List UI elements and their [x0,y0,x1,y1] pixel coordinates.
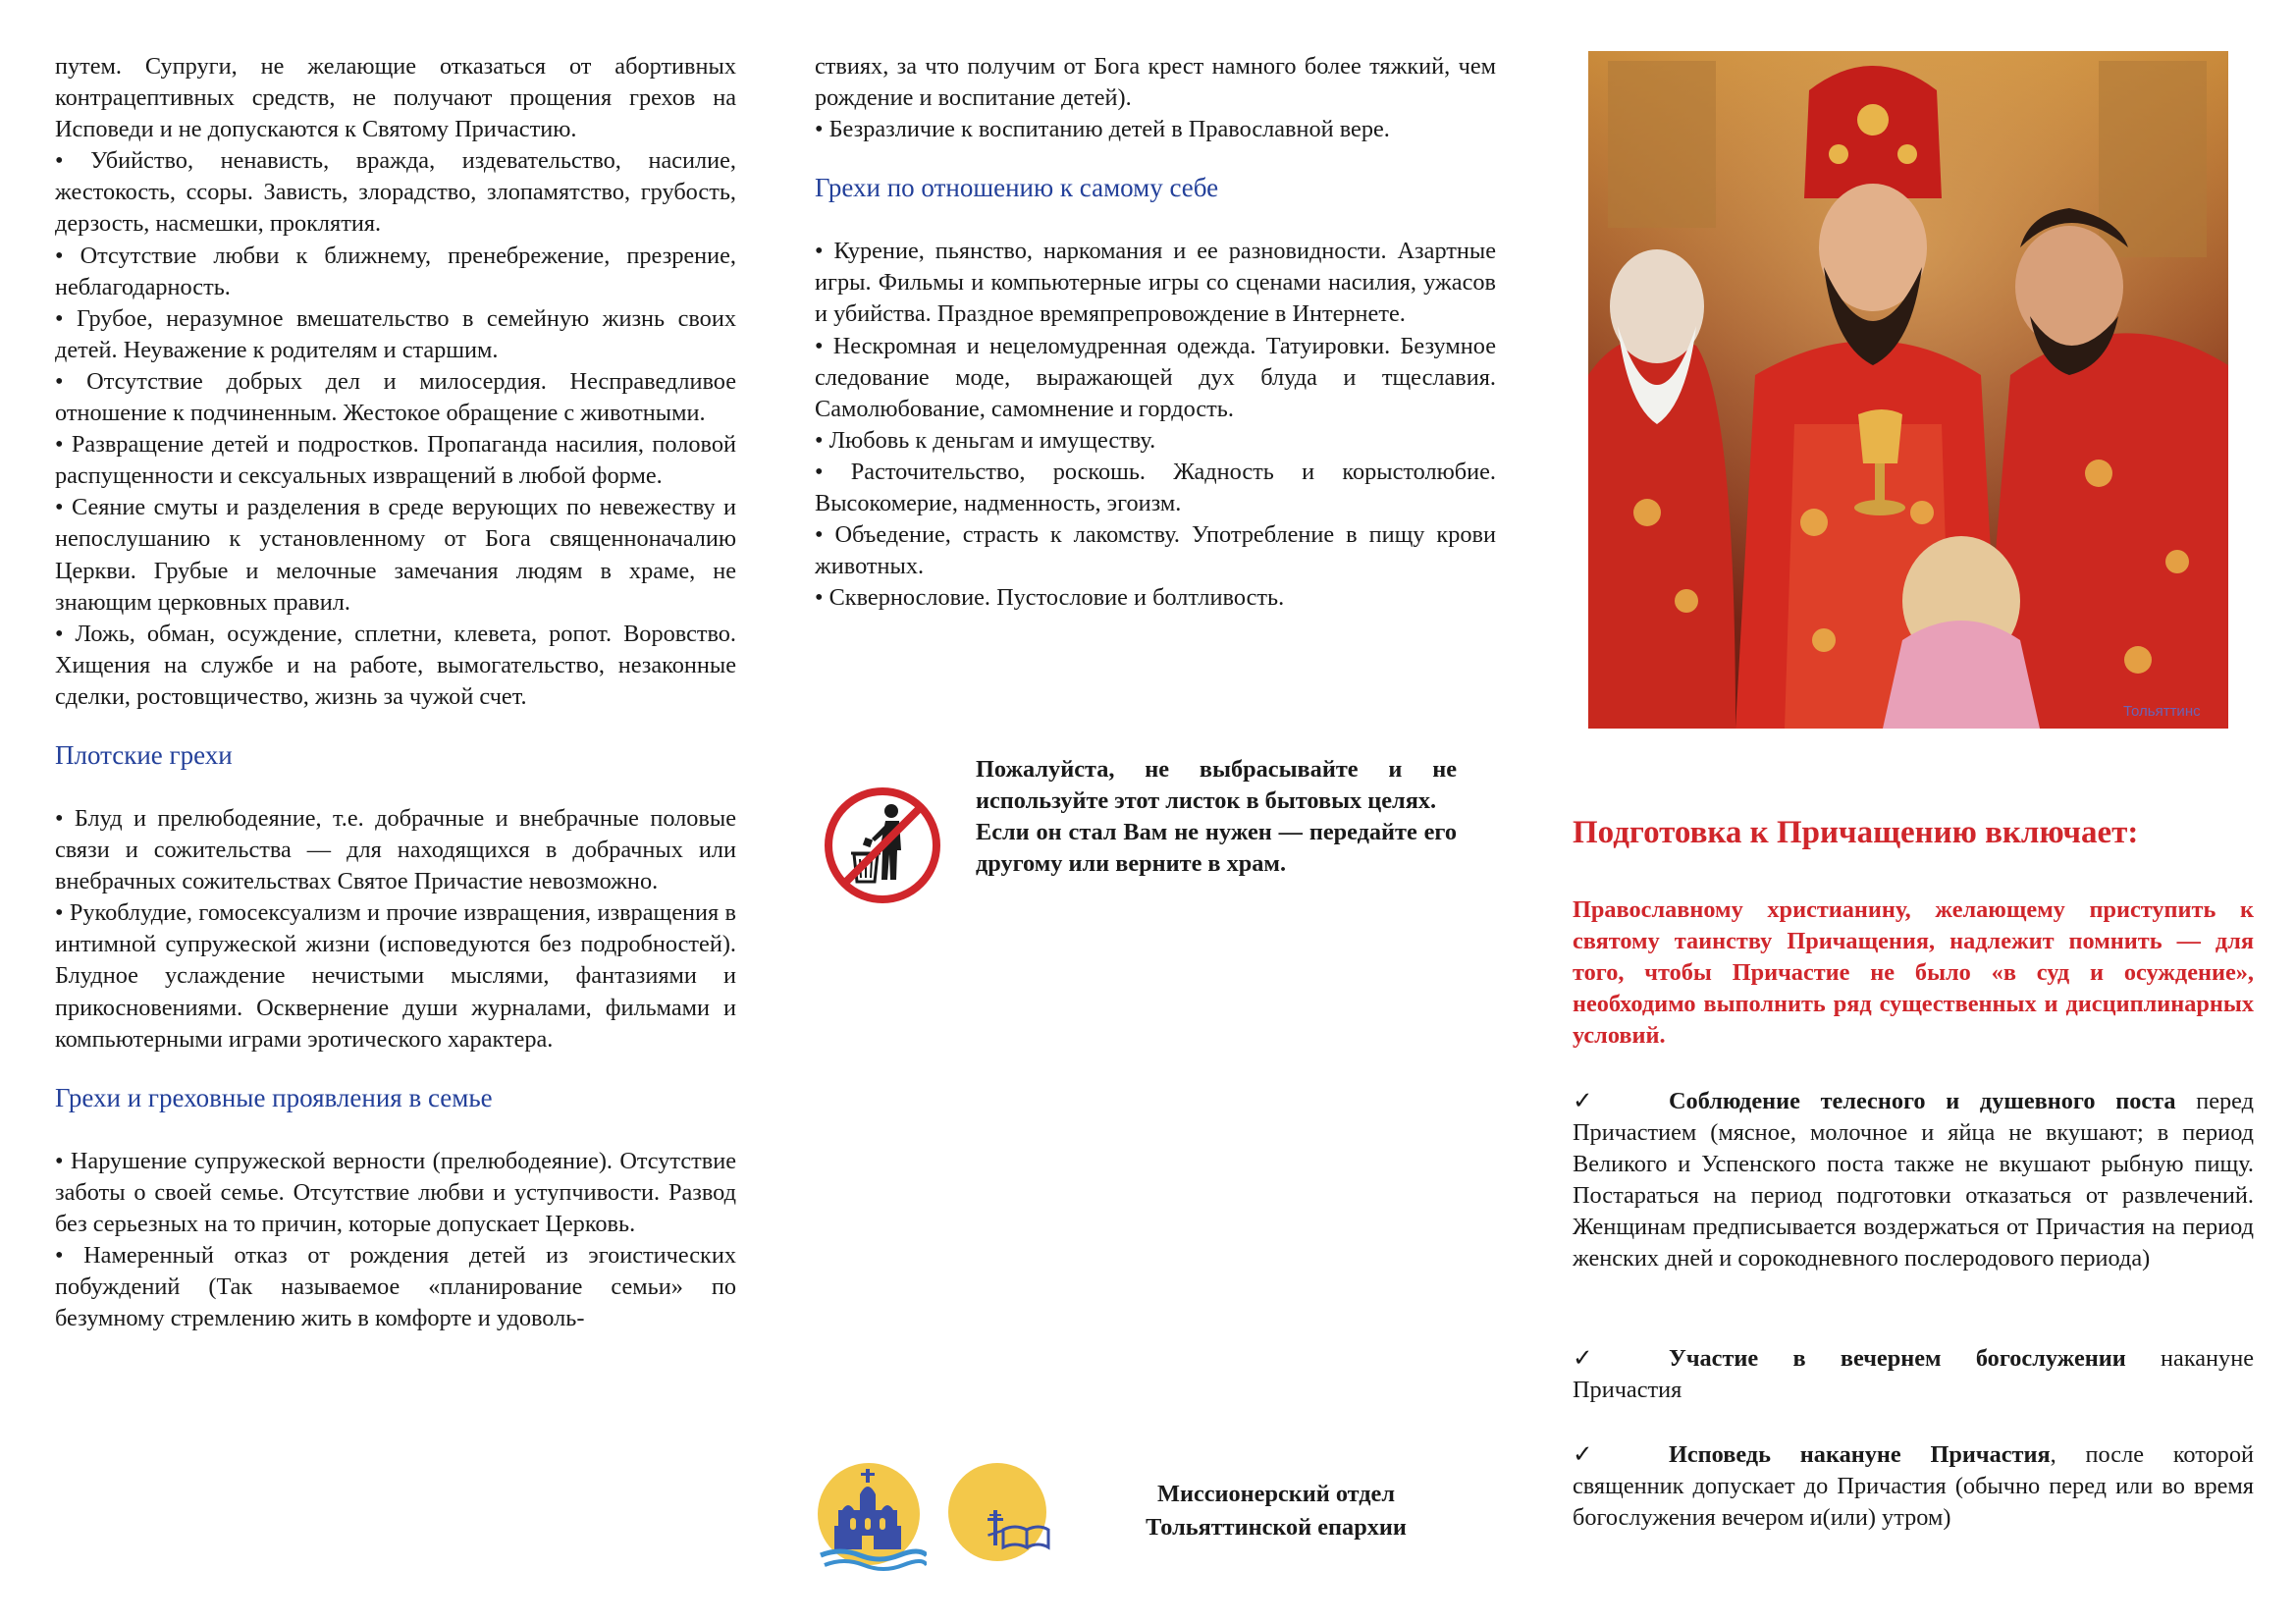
list-item: • Развращение детей и подростков. Пропаганда насилия, половой распущенности и сексуальных извращений в любой форме. [55,431,736,490]
preparation-heading: Подготовка к Причащению включает: [1573,815,2139,850]
list-item: • Отсутствие любви к ближнему, пренебрежение, презрение, неблагодарность. [55,242,736,300]
list-item: • Объедение, страсть к лакомству. Употребление в пищу крови животных. [815,521,1496,580]
list-item: • Безразличие к воспитанию детей в Православной вере. [815,116,1390,143]
check-icon: ✓ [1573,1088,1593,1114]
condition-item [1573,1086,2254,1275]
list-item: • Нескромная и нецеломудренная одежда. Татуировки. Безумное следование моде, выражающей дух блуда и тщеславия. Самолюбование, самомнение и гордость. [815,332,1496,422]
list-item: • Блуд и прелюбодеяние, т.е. добрачные и внебрачные половые связи и сожительства — для находящихся в добрачных или внебрачных сожительствах Святое Причастие невозможно. [55,804,736,895]
column-middle [815,51,1496,614]
communion-photo [1588,51,2228,729]
list-item: • Сеяние смуты и разделения в среде верующих по невежеству и непослушанию к установленному от Бога священноначалию Церкви. Грубые и мелочные замечания людям в храме, не знающим церковных правил. [55,494,736,616]
notice-line-2: Если он стал Вам не нужен — передайте его другому или верните в храм. [976,819,1457,877]
orthodox-cross-book-logo [946,1461,1054,1569]
condition-text: накануне Причастия [1573,1345,2254,1404]
condition-title: Исповедь накануне Причастия [1669,1441,2051,1468]
cathedral-logo [811,1461,927,1577]
column-left [55,51,736,1334]
notice-line-1: Пожалуйста, не выбрасывайте и не используйте этот листок в бытовых целях. [976,756,1457,814]
condition-title: Соблюдение телесного и душевного поста [1669,1088,2176,1114]
photo-watermark: Тольяттинс [2123,703,2201,720]
condition-text: , после которой священник допускает до Причастия (обычно перед или во время богослужения вечером и(или) утром) [1573,1441,2254,1532]
list-item: • Расточительство, роскошь. Жадность и корыстолюбие. Высокомерие, надменность, эгоизм. [815,458,1496,517]
list-item: • Ложь, обман, осуждение, сплетни, клевета, ропот. Воровство. Хищения на службе и на работе, вымогательство, незаконные сделки, ростовщичество, жизнь за чужой счет. [55,620,736,710]
condition-item [1573,1343,2254,1406]
condition-item [1573,1439,2254,1534]
list-item: • Курение, пьянство, наркомания и ее разновидности. Азартные игры. Фильмы и компьютерные игры со сценами насилия, ужасов и убийства. Праздное времяпрепровождение в Интернете. [815,238,1496,328]
list-item: • Любовь к деньгам и имуществу. [815,426,1156,454]
no-littering-icon [823,785,942,905]
list-item: • Грубое, неразумное вмешательство в семейную жизнь своих детей. Неуважение к родителям и старшим. [55,304,736,363]
paragraph: ствиях, за что получим от Бога крест намного более тяжкий, чем рождение и воспитание детей). [815,53,1496,112]
list-item: • Сквернословие. Пустословие и болтливость. [815,584,1285,612]
condition-title: Участие в вечернем богослужении [1669,1345,2126,1372]
footer-organization [1080,1478,1472,1544]
list-item: • Намеренный отказ от рождения детей из эгоистических побуждений (Так называемое «планирование семьи» по безумному стремлению жить в комфорте и удоволь- [55,1242,736,1332]
list-item: • Убийство, ненависть, вражда, издевательство, насилие, жестокость, ссоры. Зависть, злорадство, злопамятство, грубость, дерзость, насмешки, проклятия. [55,147,736,238]
paragraph: путем. Супруги, не желающие отказаться от абортивных контрацептивных средств, не получают прощения грехов на Исповеди и не допускаются к Святому Причастию. [55,53,736,143]
condition-text: перед Причастием (мясное, молочное и яйца не вкушают; в период Великого и Успенского поста также не вкушают рыбную пищу. Постараться на период подготовки отказаться от развлечений. Женщинам предписывается воздержаться от Причастия на период женских дней и сорокодневного послеродового периода) [1573,1088,2254,1272]
notice-text [976,754,1457,880]
section-heading-self-sins: Грехи по отношению к самому себе [815,173,1219,203]
list-item: • Нарушение супружеской верности (прелюбодеяние). Отсутствие заботы о своей семье. Отсутствие любви и уступчивости. Развод без серьезных на то причин, которые допускает Церковь. [55,1147,736,1237]
footer-line-2: Тольяттинской епархии [1146,1514,1407,1541]
check-icon: ✓ [1573,1345,1593,1372]
list-item: • Рукоблудие, гомосексуализм и прочие извращения, извращения в интимной супружеской жизни (исповедуются без подробностей). Блудное услаждение нечистыми мыслями, фантазиями и прикосновениями. Осквернение души журналами, фильмами и компьютерными играми эротического характера. [55,899,736,1053]
list-item: • Отсутствие добрых дел и милосердия. Несправедливое отношение к подчиненным. Жестокое обращение с животными. [55,367,736,427]
check-icon: ✓ [1573,1441,1593,1468]
section-heading-family-sins: Грехи и греховные проявления в семье [55,1082,493,1112]
preparation-intro: Православному христианину, желающему приступить к святому таинству Причащения, надлежит помнить — для того, чтобы Причастие не было «в суд и осуждение», необходимо выполнить ряд существенных и дисциплинарных условий. [1573,896,2254,1049]
footer-line-1: Миссионерский отдел [1157,1481,1395,1507]
section-heading-carnal-sins: Плотские грехи [55,739,233,770]
